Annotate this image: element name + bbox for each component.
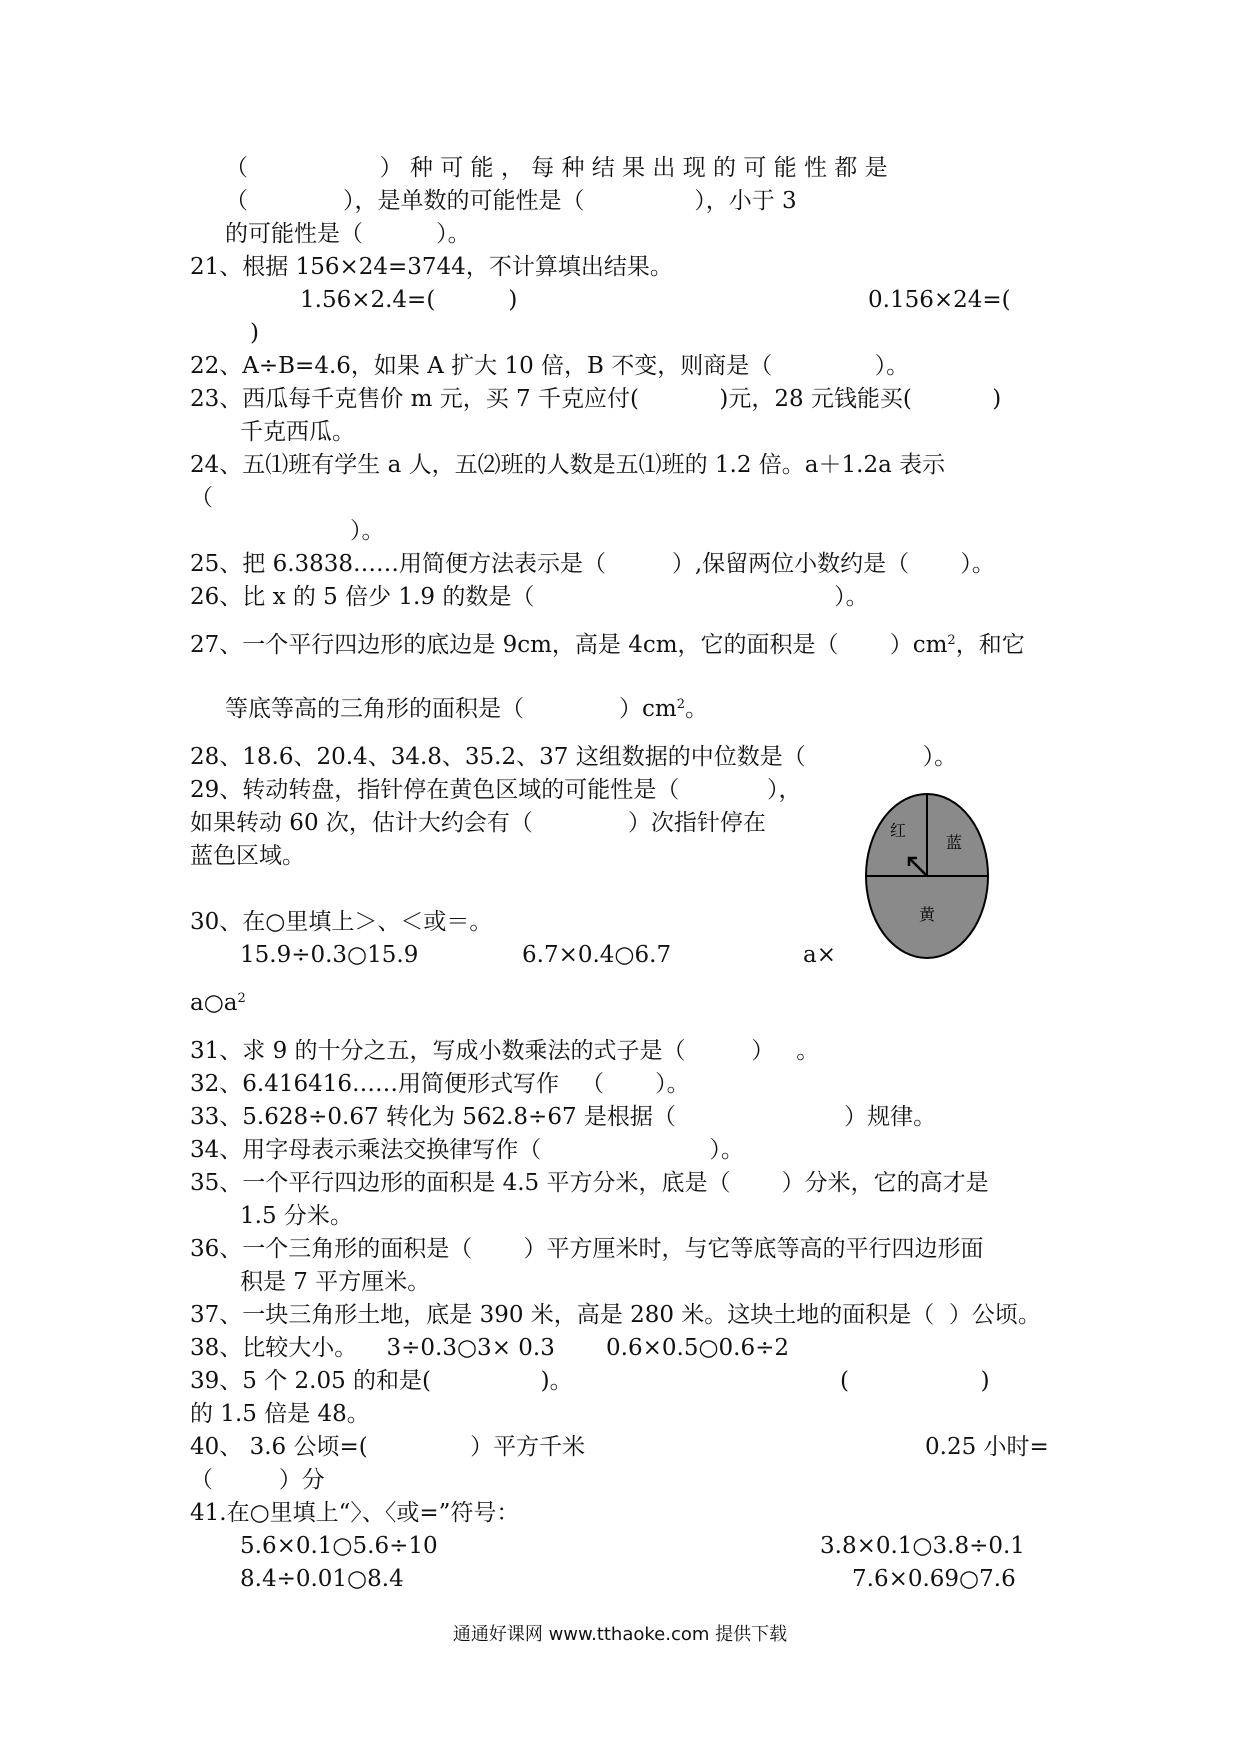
question-30-part-d-text: a○a bbox=[190, 990, 238, 1016]
question-41: 41.在○里填上“〉、〈或=”符号： bbox=[190, 1500, 520, 1526]
question-24: 24、五⑴班有学生 a 人，五⑵班的人数是五⑴班的 1.2 倍。a＋1.2a 表示 bbox=[190, 452, 946, 478]
superscript: 2 bbox=[947, 633, 956, 648]
question-25: 25、把 6.3838……用简便方法表示是（ ）,保留两位小数约是（ ）。 bbox=[190, 551, 995, 577]
question-33: 33、5.628÷0.67 转化为 562.8÷67 是根据（ ）规律。 bbox=[190, 1104, 937, 1130]
question-41-part-c: 8.4÷0.01○8.4 bbox=[240, 1566, 404, 1592]
question-38: 38、比较大小。 3÷0.3○3× 0.3 0.6×0.5○0.6÷2 bbox=[190, 1335, 790, 1361]
question-30: 30、在○里填上＞、＜或＝。 bbox=[190, 909, 493, 935]
spinner-label-yellow: 黄 bbox=[918, 905, 936, 924]
question-26: 26、比 x 的 5 倍少 1.9 的数是（ ）。 bbox=[190, 584, 869, 610]
question-30-part-a: 15.9÷0.3○15.9 bbox=[240, 942, 419, 968]
question-22: 22、A÷B=4.6，如果 A 扩大 10 倍，B 不变，则商是（ ）。 bbox=[190, 353, 910, 379]
question-21-part-a: 1.56×2.4=( ) bbox=[300, 287, 518, 313]
question-23-cont: 千克西瓜。 bbox=[240, 419, 355, 445]
question-24-cont: （ bbox=[190, 485, 213, 511]
question-21: 21、根据 156×24=3744，不计算填出结果。 bbox=[190, 254, 673, 280]
question-29-cont: 如果转动 60 次，估计大约会有（ ）次指针停在 bbox=[190, 810, 766, 836]
question-29-cont-2: 蓝色区域。 bbox=[190, 843, 305, 869]
question-27-cont-text: 等底等高的三角形的面积是（ ）cm bbox=[225, 696, 677, 722]
question-41-part-b: 3.8×0.1○3.8÷0.1 bbox=[820, 1533, 1025, 1559]
superscript: 2 bbox=[676, 697, 686, 712]
question-31: 31、求 9 的十分之五，写成小数乘法的式子是（ ） 。 bbox=[190, 1038, 820, 1064]
question-30-part-d bbox=[190, 985, 1060, 1021]
question-21-part-b: 0.156×24=( bbox=[868, 287, 1011, 313]
footer-text: 通通好课网 www.tthaoke.com 提供下载 bbox=[452, 1624, 788, 1645]
question-41-part-d: 7.6×0.69○7.6 bbox=[852, 1566, 1016, 1592]
question-35-cont: 1.5 分米。 bbox=[240, 1203, 353, 1229]
question-39-cont: 的 1.5 倍是 48。 bbox=[190, 1401, 370, 1427]
line-continuation-2: （ ），是单数的可能性是（ ），小于 3 bbox=[225, 188, 797, 214]
spinner-diagram bbox=[862, 790, 992, 962]
question-32: 32、6.416416……用简便形式写作 （ ）。 bbox=[190, 1071, 690, 1097]
superscript: 2 bbox=[237, 991, 246, 1006]
line-continuation-1: （ ） 种 可 能 ， 每 种 结 果 出 现 的 可 能 性 都 是 bbox=[225, 155, 888, 181]
question-27-text: 27、一个平行四边形的底边是 9cm，高是 4cm，它的面积是（ ）cm bbox=[190, 632, 948, 658]
question-36: 36、一个三角形的面积是（ ）平方厘米时，与它等底等高的平行四边形面 bbox=[190, 1236, 984, 1262]
question-39: 39、5 个 2.05 的和是( )。 bbox=[190, 1368, 573, 1394]
question-27-tail: ，和它 bbox=[955, 632, 1025, 658]
question-30-part-b: 6.7×0.4○6.7 bbox=[522, 942, 672, 968]
question-34: 34、用字母表示乘法交换律写作（ ）。 bbox=[190, 1137, 744, 1163]
question-30-part-c: a× bbox=[803, 942, 836, 968]
question-23: 23、西瓜每千克售价 m 元，买 7 千克应付( )元，28 元钱能买( ) bbox=[190, 386, 1002, 412]
question-27-cont-tail: 。 bbox=[685, 696, 709, 722]
question-27 bbox=[190, 627, 1060, 663]
question-40-cont: （ ）分 bbox=[190, 1467, 325, 1493]
question-21-part-c: ) bbox=[250, 320, 259, 346]
question-37: 37、一块三角形土地，底是 390 米，高是 280 米。这块土地的面积是（ ）公顷。 bbox=[190, 1302, 1041, 1328]
question-41-part-a: 5.6×0.1○5.6÷10 bbox=[240, 1533, 438, 1559]
question-29: 29、转动转盘，指针停在黄色区域的可能性是（ ）， bbox=[190, 777, 802, 803]
question-27-cont bbox=[225, 691, 1095, 727]
spinner-label-blue: 蓝 bbox=[945, 833, 963, 852]
question-36-cont: 积是 7 平方厘米。 bbox=[240, 1269, 431, 1295]
question-40-right: 0.25 小时= bbox=[925, 1434, 1049, 1460]
question-28: 28、18.6、20.4、34.8、35.2、37 这组数据的中位数是（ ）。 bbox=[190, 744, 958, 770]
line-continuation-3: 的可能性是（ ）。 bbox=[225, 221, 471, 247]
question-39-right: ( ) bbox=[840, 1368, 990, 1394]
question-40: 40、 3.6 公顷=( ）平方千米 bbox=[190, 1434, 586, 1460]
question-35: 35、一个平行四边形的面积是 4.5 平方分米，底是（ ）分米，它的高才是 bbox=[190, 1170, 989, 1196]
question-24-cont-2: ）。 bbox=[350, 518, 385, 544]
spinner-label-red: 红 bbox=[889, 821, 907, 840]
